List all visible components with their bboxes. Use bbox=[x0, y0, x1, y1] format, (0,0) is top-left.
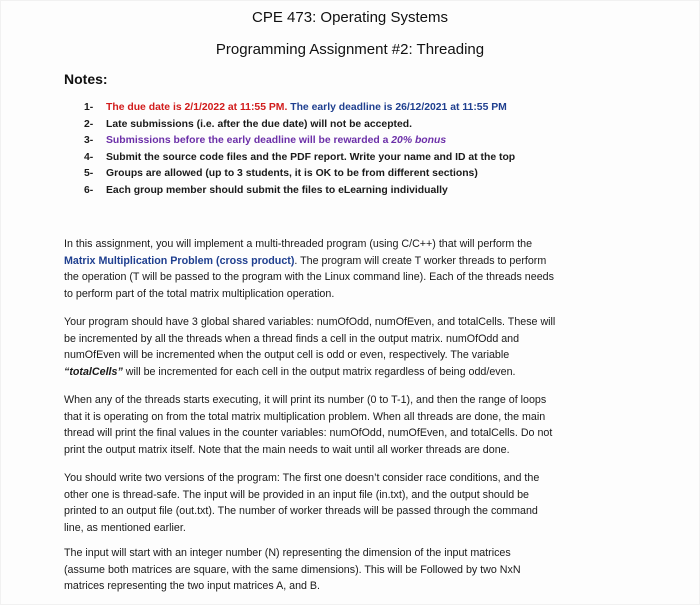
notes-heading: Notes: bbox=[64, 71, 108, 87]
paragraph-line: be incremented by all the threads when a thread finds a cell in the output matrix. numOfOdd and bbox=[64, 332, 520, 345]
paragraph-variables bbox=[64, 314, 644, 380]
paragraph-line: that it is operating on from the total matrix multiplication problem. When all threads are done, the main bbox=[64, 410, 546, 423]
paragraph-line: numOfEven will be incremented when the output cell is odd or even, respectively. The variable bbox=[64, 349, 510, 362]
early-deadline-text: The early deadline is 26/12/2021 at 11:55 PM bbox=[287, 102, 507, 113]
note-item-6 bbox=[84, 183, 664, 200]
paragraph-versions bbox=[64, 470, 644, 536]
paragraph-line: printed to an output file (out.txt). The number of worker threads will be passed through the command bbox=[64, 505, 538, 518]
paragraph-intro bbox=[64, 236, 644, 302]
paragraph-line: (assume both matrices are square, with the same dimensions). This will be Followed by two NxN bbox=[64, 563, 521, 576]
paragraph-line: Your program should have 3 global shared variables: numOfOdd, numOfEven, and totalCells. These will bbox=[64, 316, 556, 328]
note-text: Submissions before the early deadline will be rewarded a bbox=[106, 135, 392, 147]
note-text: Late submissions (i.e. after the due date) will not be accepted. bbox=[106, 118, 413, 130]
paragraph-line: thread will print the final values in the counter variables: numOfOdd, numOfEven, and totalCells. Do not bbox=[64, 427, 553, 440]
note-text: Submit the source code files and the PDF report. Write your name and ID at the top bbox=[106, 151, 516, 163]
note-number: 4- bbox=[84, 151, 94, 163]
bonus-text: 20% bonus bbox=[391, 135, 447, 147]
note-number: 5- bbox=[84, 168, 94, 180]
note-number: 6- bbox=[84, 184, 94, 196]
due-date-text: The due date is 2/1/2022 at 11:55 PM. bbox=[106, 102, 288, 113]
note-item-2 bbox=[84, 117, 664, 134]
note-number: 1- bbox=[84, 102, 94, 113]
paragraph-threads bbox=[64, 392, 644, 458]
paragraph-line: When any of the threads starts executing, it will print its number (0 to T-1), and then the range of loops bbox=[64, 394, 547, 406]
document-subtitle: Programming Assignment #2: Threading bbox=[215, 41, 485, 58]
paragraph-line: The input will start with an integer number (N) representing the dimension of the input matrices bbox=[64, 547, 511, 559]
note-item-5 bbox=[84, 166, 664, 183]
paragraph-line-rest: will be incremented for each cell in the output matrix regardless of being odd/even. bbox=[122, 365, 516, 378]
paragraph-line: You should write two versions of the program: The first one doesn’t consider race conditions, and the bbox=[64, 472, 540, 484]
paragraph-line bbox=[64, 364, 644, 381]
paragraph-line-rest: . The program will create T worker threads to perform bbox=[294, 254, 547, 267]
note-number: 3- bbox=[84, 135, 94, 147]
paragraph-line: to perform part of the total matrix multiplication operation. bbox=[64, 287, 335, 300]
note-item-3 bbox=[84, 133, 664, 150]
note-item-1 bbox=[84, 100, 664, 117]
paragraph-line: the operation (T will be passed to the program with the Linux command line). Each of the threads needs bbox=[64, 271, 554, 284]
paragraph-line bbox=[64, 253, 644, 270]
note-item-4 bbox=[84, 150, 664, 167]
document-title: CPE 473: Operating Systems bbox=[252, 9, 448, 26]
paragraph-line: other one is thread-safe. The input will be provided in an input file (in.txt), and the output should be bbox=[64, 488, 529, 501]
total-cells-term: “totalCells” bbox=[64, 365, 123, 378]
paragraph-input bbox=[64, 545, 644, 595]
paragraph-line: matrices representing the two input matrices A, and B. bbox=[64, 580, 321, 593]
notes-list bbox=[84, 100, 664, 200]
note-text: Each group member should submit the files to eLearning individually bbox=[106, 184, 448, 196]
note-number: 2- bbox=[84, 118, 94, 130]
paragraph-line: line, as mentioned earlier. bbox=[64, 521, 186, 534]
paragraph-line: print the output matrix itself. Note that the main needs to wait until all worker threads are done. bbox=[64, 443, 510, 456]
paragraph-line: In this assignment, you will implement a multi-threaded program (using C/C++) that will perform the bbox=[64, 238, 533, 250]
note-text: Groups are allowed (up to 3 students, it is OK to be from different sections) bbox=[106, 168, 478, 180]
problem-name: Matrix Multiplication Problem (cross product) bbox=[64, 254, 295, 267]
